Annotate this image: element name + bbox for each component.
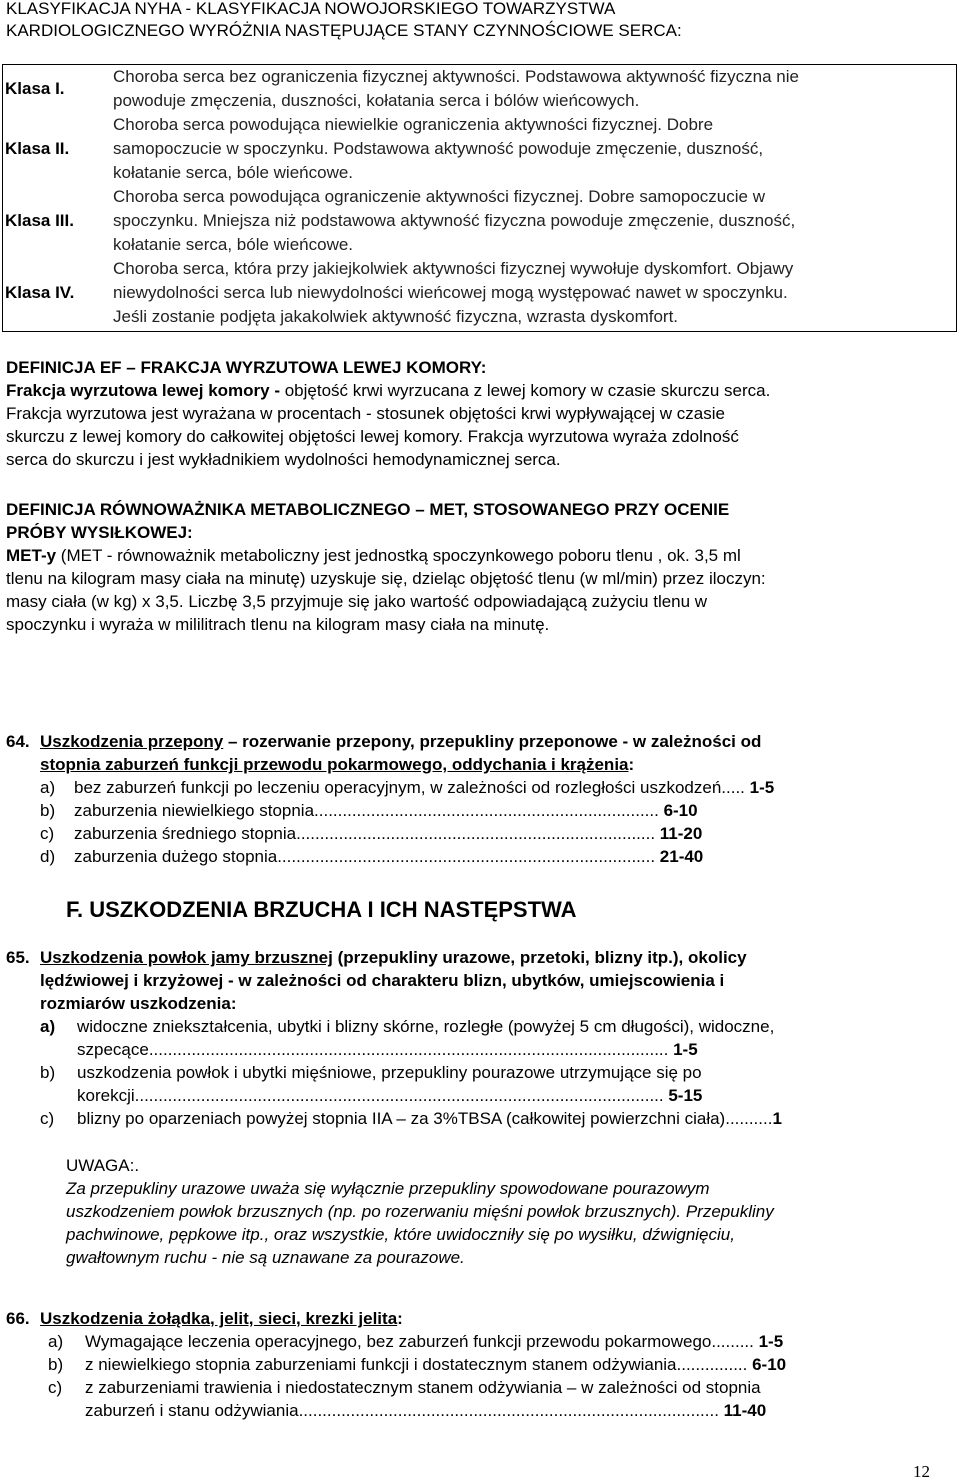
section-66-title [6, 1307, 946, 1330]
met-title-1: DEFINICJA RÓWNOWAŻNIKA METABOLICZNEGO – MET, STOSOWANEGO PRZY OCENIE [6, 500, 730, 519]
ef-line-2: Frakcja wyrzutowa jest wyrażana w procentach - stosunek objętości krwi wypływającej w czasie [6, 404, 725, 423]
item-label: c) [48, 1378, 63, 1397]
item-text: zaburzenia dużego stopnia................................................................................ [74, 847, 660, 866]
class-label: Klasa III. [3, 185, 108, 257]
description-line: niewydolności serca lub niewydolności wieńcowej mogą występować nawet w spoczynku. [113, 283, 788, 302]
item-points: 5-15 [668, 1086, 703, 1105]
class-label: Klasa II. [3, 113, 108, 185]
list-item [40, 845, 930, 868]
heading-line-2: KARDIOLOGICZNEGO WYRÓŻNIA NASTĘPUJĄCE STANY CZYNNOŚCIOWE SERCA: [6, 21, 682, 40]
item-label: a) [40, 1017, 56, 1036]
description-line: Choroba serca powodująca ograniczenie aktywności fizycznej. Dobre samopoczucie w [113, 187, 765, 206]
item-label: b) [40, 801, 56, 820]
class-label: Klasa IV. [3, 257, 108, 332]
item-label: c) [40, 824, 55, 843]
item-points: 11-40 [723, 1401, 767, 1420]
section-64-items [40, 776, 930, 868]
description-line: Choroba serca bez ograniczenia fizycznej aktywności. Podstawowa aktywność fizyczna nie [113, 67, 799, 86]
list-item [40, 1015, 930, 1061]
section-title-rest: : [397, 1309, 403, 1328]
list-item [40, 799, 930, 822]
class-description [107, 185, 957, 257]
section-title-underlined: Uszkodzenia żołądka, jelit, sieci, krezki jelita [40, 1309, 398, 1328]
section-number: 66. [6, 1309, 30, 1328]
ef-line-4: serca do skurczu i jest wykładnikiem wydolności hemodynamicznej serca. [6, 450, 561, 469]
description-line: samopoczucie w spoczynku. Podstawowa aktywność powoduje zmęczenie, duszność, [113, 139, 764, 158]
section-65 [6, 946, 946, 1269]
ef-definition [6, 356, 946, 471]
note-line-2: uszkodzeniem powłok brzusznych (np. po rozerwaniu mięśni powłok brzusznych). Przepukliny [66, 1202, 774, 1221]
met-line-4: spoczynku i wyraża w mililitrach tlenu na kilogram masy ciała na minutę. [6, 615, 550, 634]
note-label: UWAGA:. [66, 1156, 140, 1175]
list-item [40, 776, 930, 799]
section-64-title [6, 730, 946, 753]
item-text: bez zaburzeń funkcji po leczeniu operacyjnym, w zależności od rozległości uszkodzeń..... [74, 778, 750, 797]
section-66 [6, 1307, 946, 1422]
table-row [3, 113, 957, 185]
table-row [3, 257, 957, 332]
item-text: widoczne zniekształcenia, ubytki i blizny skórne, rozległe (powyżej 5 cm długości), widoczne, [77, 1017, 775, 1036]
description-line: kołatanie serca, bóle wieńcowe. [113, 163, 354, 182]
section-title-underlined: Uszkodzenia powłok jamy brzusznej [40, 948, 333, 967]
section-65-title-2: lędźwiowej i krzyżowej - w zależności od charakteru blizn, ubytków, umiejscowienia i [40, 971, 725, 990]
ef-line-1 [6, 379, 946, 402]
item-points: 1-5 [749, 778, 775, 797]
note-line-4: gwałtownym ruchu - nie są uznawane za pourazowe. [66, 1248, 465, 1267]
section-title-underlined: Uszkodzenia przepony [40, 732, 224, 751]
item-text: zaburzenia średniego stopnia............................................................................ [74, 824, 660, 843]
page-number: 12 [913, 1462, 930, 1481]
class-label: Klasa I. [3, 65, 108, 114]
description-line: Choroba serca, która przy jakiejkolwiek aktywności fizycznej wywołuje dyskomfort. Objawy [113, 259, 794, 278]
item-points: 21-40 [659, 847, 704, 866]
ef-title: DEFINICJA EF – FRAKCJA WYRZUTOWA LEWEJ KOMORY: [6, 358, 487, 377]
item-label: a) [40, 778, 56, 797]
item-text: Wymagające leczenia operacyjnego, bez zaburzeń funkcji przewodu pokarmowego......... [85, 1332, 759, 1351]
item-points: 1-5 [758, 1332, 784, 1351]
met-definition [6, 498, 946, 636]
section-title-rest: : [628, 755, 635, 774]
description-line: Jeśli zostanie podjęta jakakolwiek aktywność fizyczna, wzrasta dyskomfort. [113, 307, 679, 326]
item-text: z zaburzeniami trawienia i niedostatecznym stanem odżywiania – w zależności od stopnia [85, 1378, 761, 1397]
nyha-table [2, 64, 957, 332]
description-line: Choroba serca powodująca niewielkie ograniczenia aktywności fizycznej. Dobre [113, 115, 714, 134]
nyha-heading [6, 0, 682, 42]
met-line-1-rest: (MET - równoważnik metaboliczny jest jednostką spoczynkowego poboru tlenu , ok. 3,5 ml [56, 546, 741, 565]
item-label: a) [48, 1332, 64, 1351]
heading-line-1: KLASYFIKACJA NYHA - KLASYFIKACJA NOWOJORSKIEGO TOWARZYSTWA [6, 0, 616, 18]
section-number: 65. [6, 948, 30, 967]
description-line: spoczynku. Mniejsza niż podstawowa aktywność fizyczna powoduje zmęczenie, duszność, [113, 211, 796, 230]
item-text: szpecące.............................................................................................................. [77, 1040, 674, 1059]
list-item [40, 822, 930, 845]
ef-term: Frakcja wyrzutowa lewej komory - [6, 381, 280, 400]
item-label: b) [40, 1063, 56, 1082]
list-item [48, 1376, 938, 1422]
list-item [40, 1107, 930, 1130]
item-text: blizny po oparzeniach powyżej stopnia IIA – za 3%TBSA (całkowitej powierzchni ciała).......... [77, 1109, 773, 1128]
item-points: 6-10 [663, 801, 698, 820]
section-title-underlined: stopnia zaburzeń funkcji przewodu pokarmowego, oddychania i krążenia [40, 755, 629, 774]
item-points: 1-5 [673, 1040, 698, 1059]
item-text: zaburzenia niewielkiego stopnia......................................................................... [74, 801, 664, 820]
met-line-1 [6, 544, 946, 567]
description-line: kołatanie serca, bóle wieńcowe. [113, 235, 354, 254]
item-label: d) [40, 847, 56, 866]
class-description [107, 65, 957, 114]
list-item [40, 1061, 930, 1107]
item-label: c) [40, 1109, 55, 1128]
list-item [48, 1330, 938, 1353]
class-description [107, 257, 957, 332]
item-points: 11-20 [659, 824, 703, 843]
item-text: korekcji................................................................................................................ [77, 1086, 669, 1105]
table-row [3, 185, 957, 257]
class-description [107, 113, 957, 185]
section-title-rest: (przepukliny urazowe, przetoki, blizny itp.), okolicy [332, 948, 747, 967]
section-64 [6, 730, 946, 868]
met-term: MET-y [6, 546, 57, 565]
item-text: z niewielkiego stopnia zaburzeniami funkcji i dostatecznym stanem odżywiania............... [85, 1355, 753, 1374]
section-f-heading: F. USZKODZENIA BRZUCHA I ICH NASTĘPSTWA [66, 897, 577, 922]
note-line-3: pachwinowe, pępkowe itp., oraz wszystkie, które uwidoczniły się po wysiłku, dźwignięciu, [66, 1225, 735, 1244]
section-number: 64. [6, 732, 30, 751]
met-title-2: PRÓBY WYSIŁKOWEJ: [6, 523, 193, 542]
section-65-title [6, 946, 946, 969]
section-65-title-3: rozmiarów uszkodzenia: [40, 994, 237, 1013]
item-text: uszkodzenia powłok i ubytki mięśniowe, przepukliny pourazowe utrzymujące się po [77, 1063, 702, 1082]
item-points: 6-10 [752, 1355, 787, 1374]
note-line-1: Za przepukliny urazowe uważa się wyłącznie przepukliny spowodowane pourazowym [66, 1179, 710, 1198]
ef-line-3: skurczu z lewej komory do całkowitej objętości lewej komory. Frakcja wyrzutowa wyraża zdolność [6, 427, 739, 446]
met-line-3: masy ciała (w kg) x 3,5. Liczbę 3,5 przyjmuje się jako wartość odpowiadającą zużyciu tlenu w [6, 592, 708, 611]
description-line: powoduje zmęczenia, duszności, kołatania serca i bólów wieńcowych. [113, 91, 640, 110]
list-item [48, 1353, 938, 1376]
table-row [3, 65, 957, 114]
item-text: zaburzeń i stanu odżywiania......................................................................................... [85, 1401, 724, 1420]
ef-line-1-rest: objętość krwi wyrzucana z lewej komory w czasie skurczu serca. [279, 381, 771, 400]
section-64-title-2 [40, 753, 960, 776]
section-title-rest: – rozerwanie przepony, przepukliny przeponowe - w zależności od [223, 732, 762, 751]
met-line-2: tlenu na kilogram masy ciała na minutę) uzyskuje się, dzieląc objętość tlenu (w ml/min) przez iloczyn: [6, 569, 766, 588]
item-points: 1 [772, 1109, 782, 1128]
item-label: b) [48, 1355, 64, 1374]
